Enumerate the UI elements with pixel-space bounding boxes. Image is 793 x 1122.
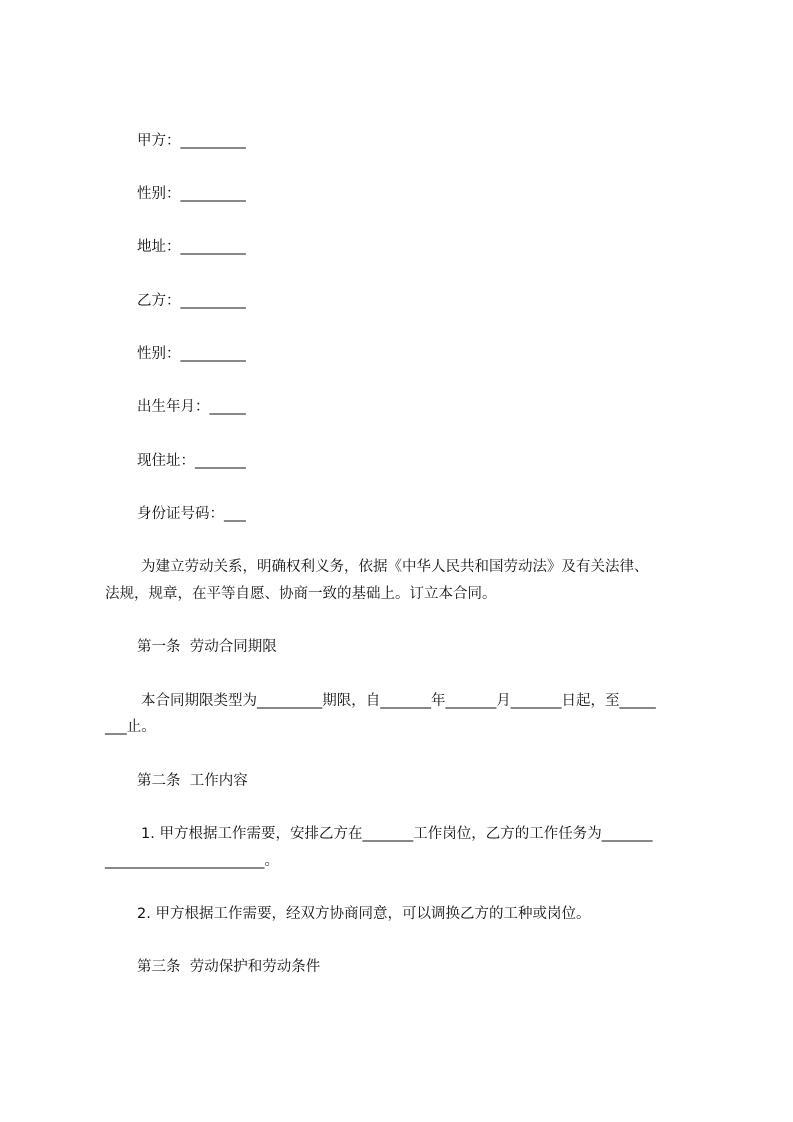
article-2-heading: 第二条 工作内容 [137, 773, 248, 789]
article-2-item-1-line-1: 1. 甲方根据工作需要，安排乙方在_______工作岗位，乙方的工作任务为_______ [141, 826, 653, 842]
article-1-line-2: ___止。 [105, 719, 156, 735]
party-b-field: 乙方：_________ [137, 293, 246, 309]
article-1-line-1: 本合同期限类型为_________期限，自_______年_______月_______日起，至_____ [141, 693, 656, 709]
preamble-line-2: 法规，规章，在平等自愿、协商一致的基础上。订立本合同。 [105, 586, 497, 602]
party-a-address-field: 地址：_________ [137, 239, 246, 255]
birth-date-field: 出生年月：_____ [137, 399, 246, 415]
current-address-field: 现住址：_______ [137, 453, 246, 469]
id-number-field: 身份证号码：___ [137, 506, 246, 522]
article-2-item-1-line-2: ______________________。 [105, 853, 279, 869]
article-1-heading: 第一条 劳动合同期限 [137, 639, 277, 655]
article-2-item-2: 2. 甲方根据工作需要，经双方协商同意，可以调换乙方的工种或岗位。 [137, 906, 591, 922]
party-a-field: 甲方：_________ [137, 133, 246, 149]
article-3-heading: 第三条 劳动保护和劳动条件 [137, 959, 321, 975]
party-a-gender-field: 性别：_________ [137, 186, 246, 202]
party-b-gender-field: 性别：_________ [137, 346, 246, 362]
preamble-line-1: 为建立劳动关系，明确权利义务，依据《中华人民共和国劳动法》及有关法律、 [141, 559, 649, 575]
